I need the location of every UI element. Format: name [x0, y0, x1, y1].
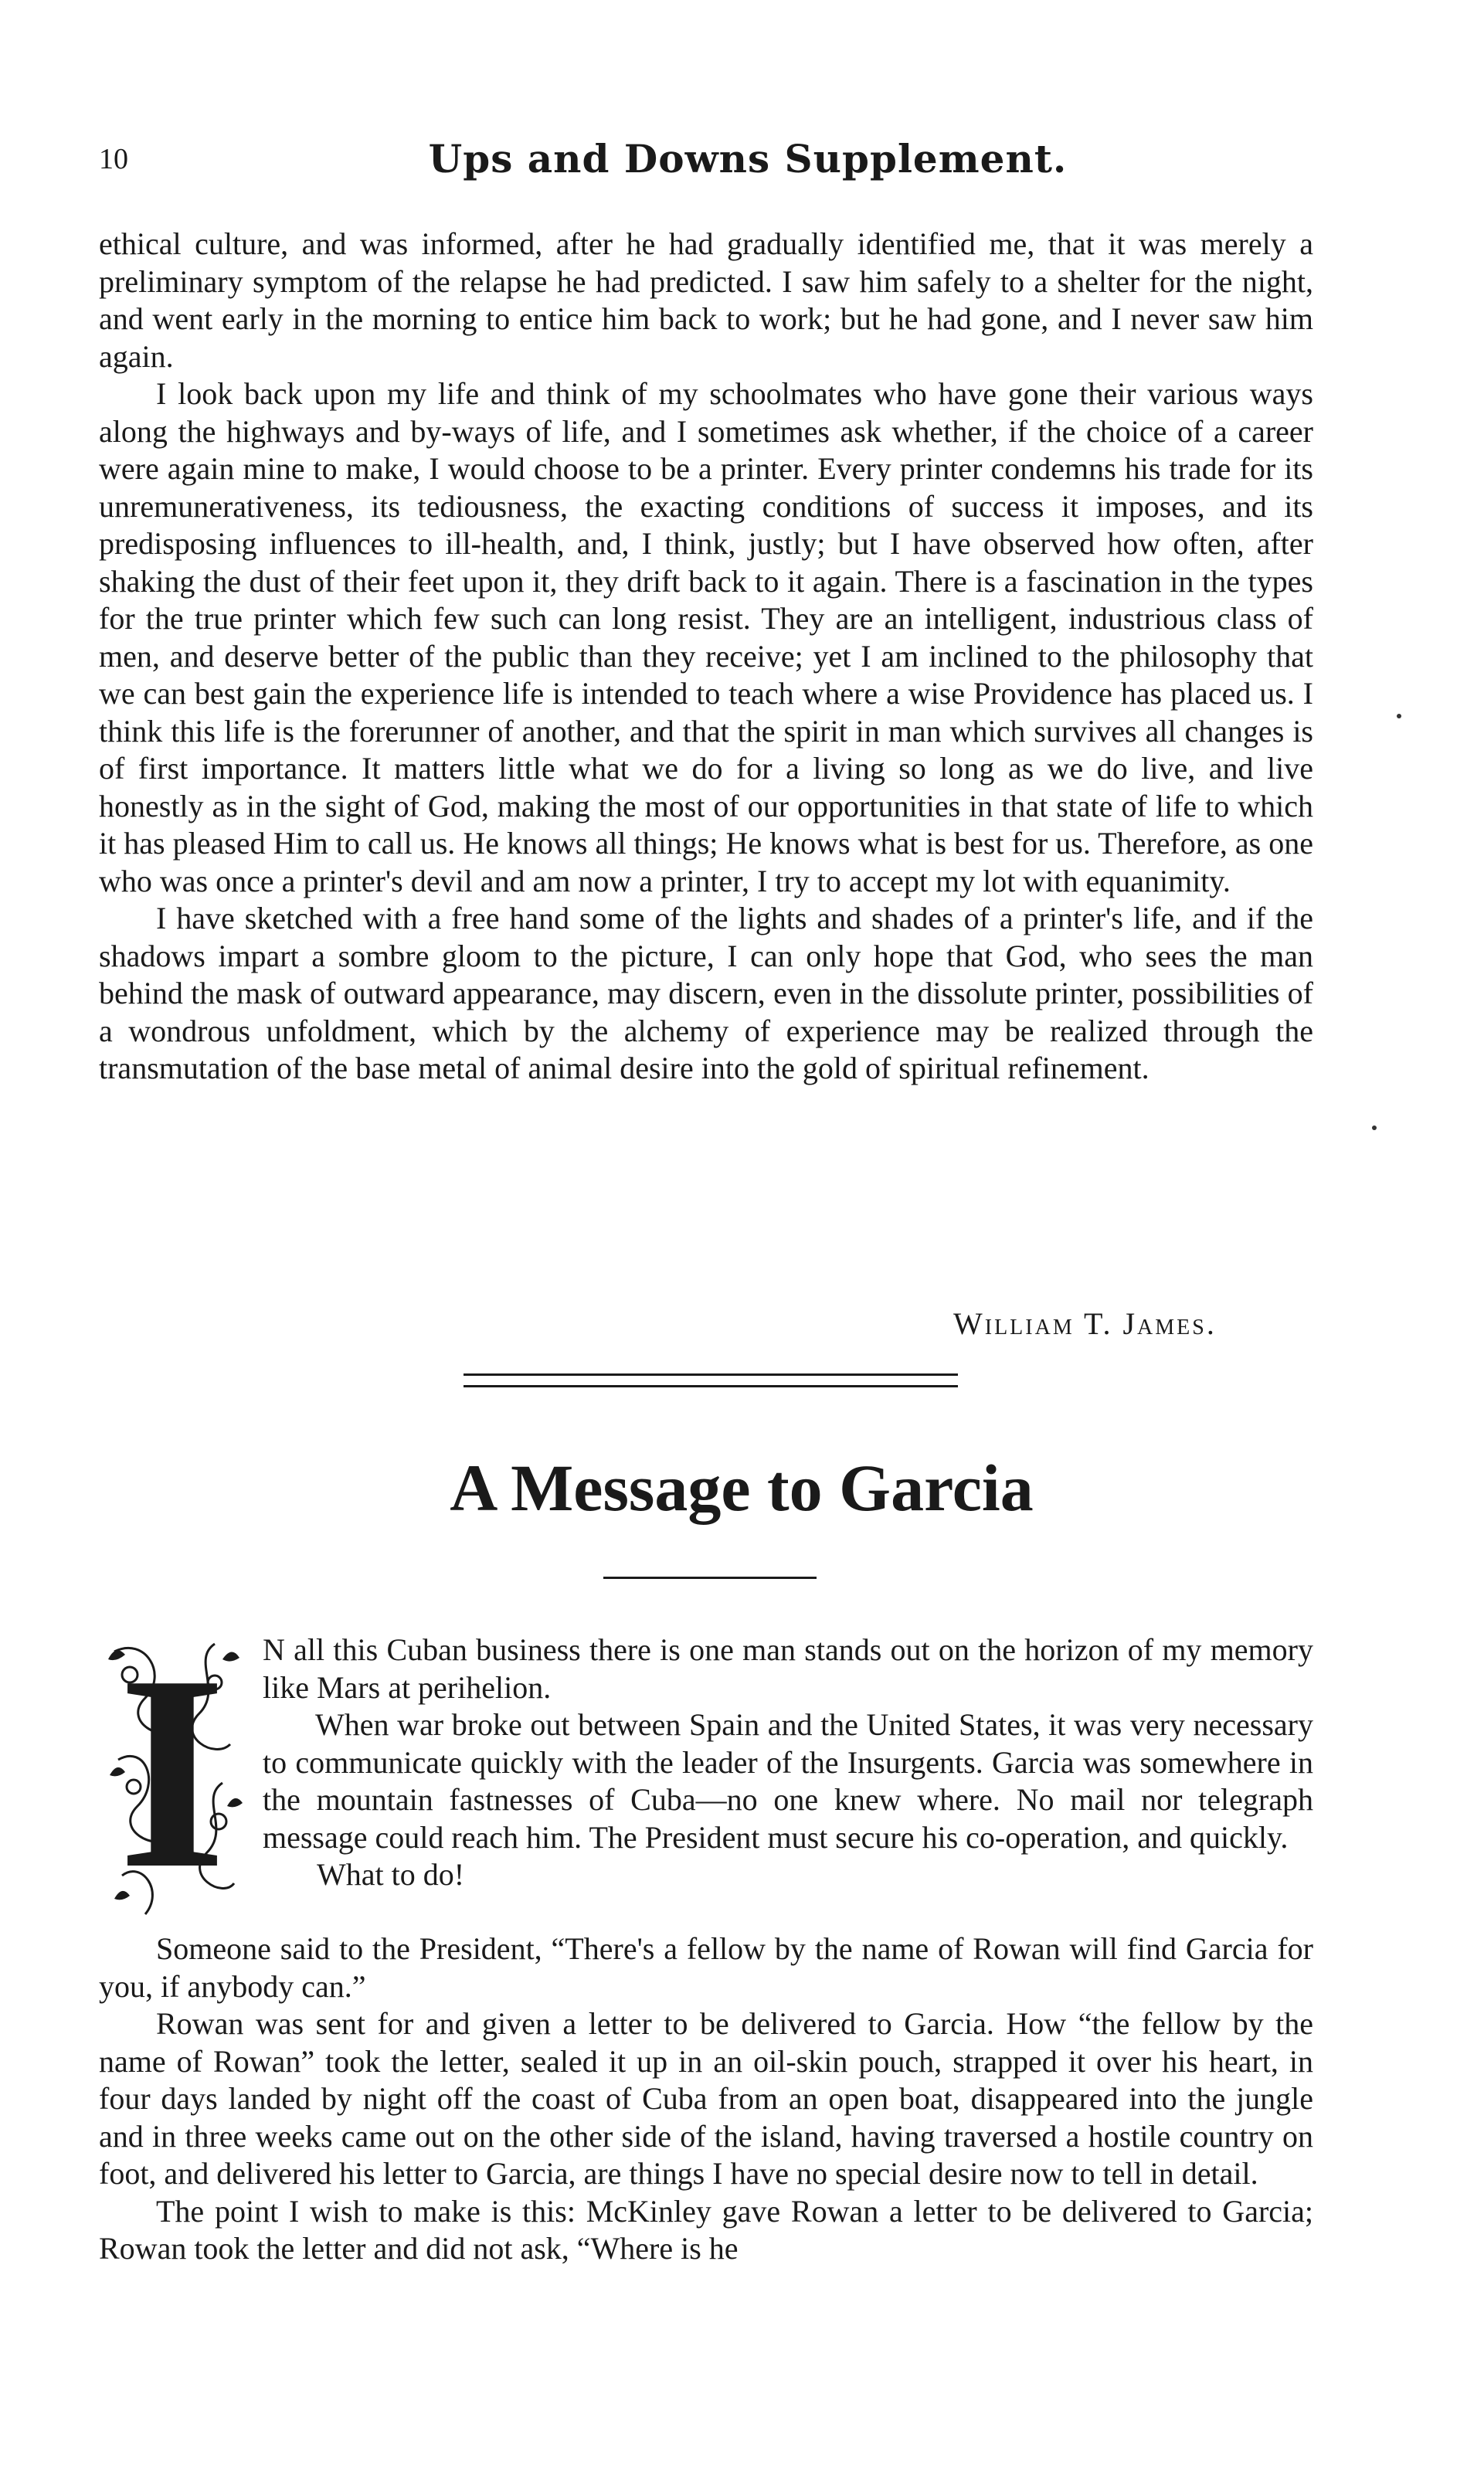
running-title: Ups and Downs Supplement.	[428, 136, 1068, 182]
paragraph: The point I wish to make is this: McKinley gave Rowan a letter to be delivered to Garcia; Rowan took the letter and did not ask, “Where is he	[99, 2193, 1313, 2266]
paragraph: I look back upon my life and think of my schoolmates who have gone their various ways along the highways and by-ways of life, and I sometimes ask whether, if the choice of a career were again mine to make, I would choose to be a printer. Every printer condemns his trade for its unremunerativeness, its tediousness, the exacting conditions of success it imposes, and its predisposing influences to ill-health, and, I think, justly; but I have observed how often, after shaking the dust of their feet upon it, they drift back to it again. There is a fascination in the types for the true printer which few such can long resist. They are an intelligent, industrious class of men, and deserve better of the public than they receive; yet I am inclined to the philosophy that we can best gain the experience life is intended to teach where a wise Providence has placed us. I think this life is the forerunner of another, and that the spirit in man which survives all changes is of first importance. It matters little what we do for a living so long as we do live, and live honestly as in the sight of God, making the most of our opportunities in that state of life to which it has pleased Him to call us. He knows all things; He knows what is best for us. Therefore, as one who was once a printer's devil and am now a printer, I try to accept my lot with equanimity.	[99, 376, 1313, 898]
author-signature: William T. James.	[953, 1306, 1217, 1341]
previous-article-text	[99, 226, 1313, 1088]
ornamental-drop-cap	[99, 1618, 247, 1939]
article-opening	[263, 1631, 1313, 1894]
drop-cap-letter: I	[117, 1618, 227, 1926]
margin-speck	[1372, 1126, 1377, 1130]
article-title: A Message to Garcia	[450, 1451, 1034, 1525]
page-number: 10	[99, 143, 128, 175]
paragraph: ethical culture, and was informed, after he had gradually identified me, that it was merely a preliminary symptom of the relapse he had predicted. I saw him safely to a shelter for the night, and went early in the morning to entice him back to work; but he had gone, and I never saw him again.	[99, 226, 1313, 374]
section-divider	[464, 1373, 958, 1387]
paragraph: What to do!	[317, 1857, 465, 1892]
paragraph: Someone said to the President, “There's a fellow by the name of Rowan will find Garcia for you, if anybody can.”	[99, 1931, 1313, 2004]
margin-speck	[1397, 714, 1401, 718]
title-underline	[603, 1577, 817, 1579]
page-header	[99, 136, 1335, 198]
paragraph: When war broke out between Spain and the United States, it was very necessary to communicate quickly with the leader of the Insurgents. Garcia was somewhere in the mountain fastnesses of Cuba—no one knew where. No mail nor telegraph message could reach him. The President must secure his co-operation, and quickly.	[263, 1707, 1313, 1855]
paragraph: I have sketched with a free hand some of the lights and shades of a printer's life, and if the shadows impart a sombre gloom to the picture, I can only hope that God, who sees the man behind the mask of outward appearance, may discern, even in the dissolute printer, possibilities of a wondrous unfoldment, which by the alchemy of experience may be realized through the transmutation of the base metal of animal desire into the gold of spiritual refinement.	[99, 901, 1313, 1085]
paragraph: N all this Cuban business there is one man stands out on the horizon of my memory like Mars at perihelion.	[263, 1632, 1313, 1705]
article-body	[99, 1930, 1313, 2268]
paragraph: Rowan was sent for and given a letter to be delivered to Garcia. How “the fellow by the name of Rowan” took the letter, sealed it up in an oil-skin pouch, strapped it over his heart, in four days landed by night off the coast of Cuba from an open boat, disappeared into the jungle and in three weeks came out on the other side of the island, having traversed a hostile country on foot, and delivered his letter to Garcia, are things I have no special desire now to tell in detail.	[99, 2006, 1313, 2191]
